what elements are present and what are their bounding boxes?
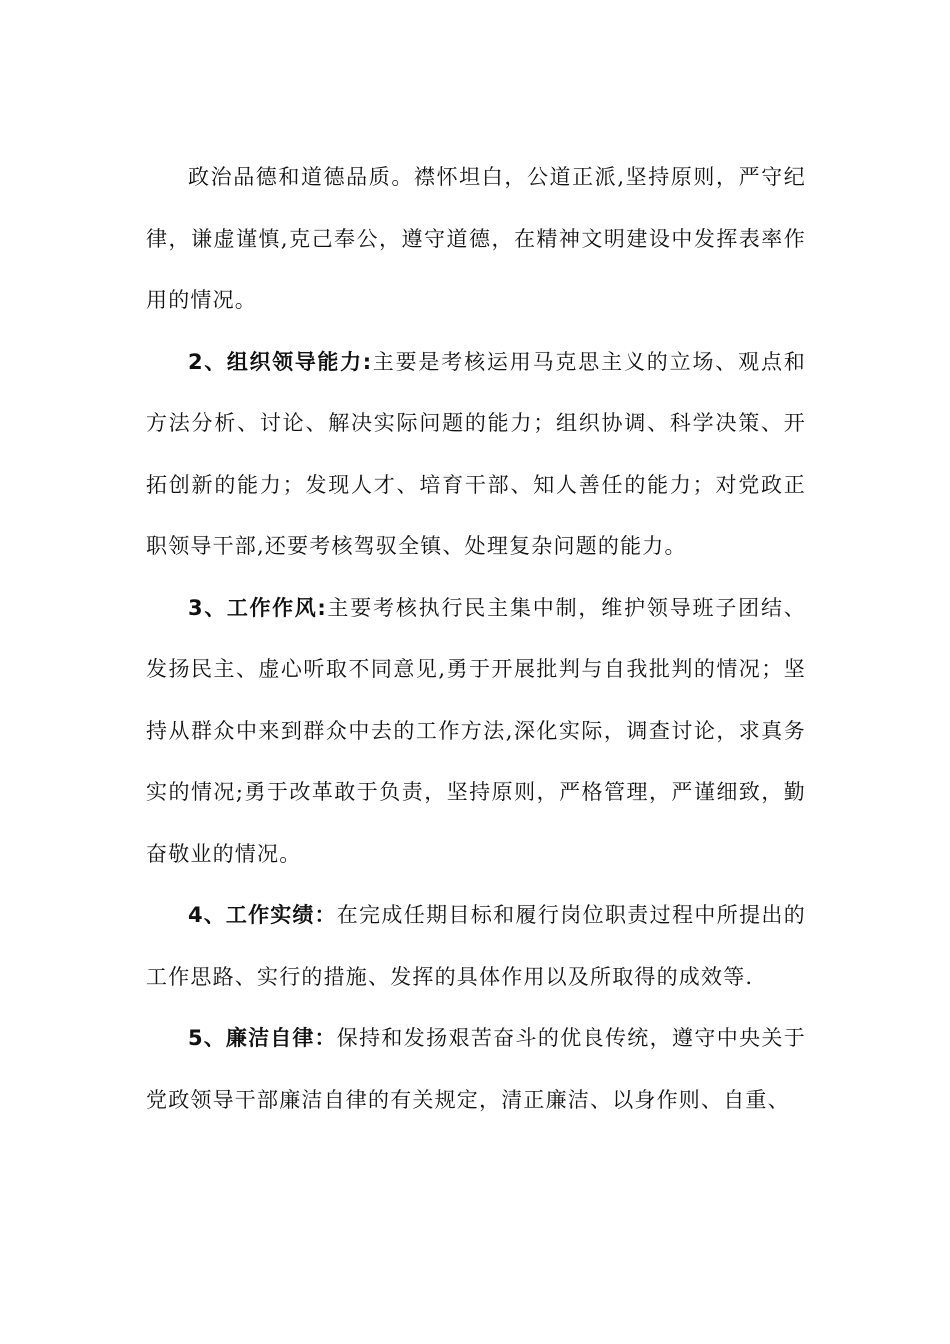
paragraph-text: 主要是考核运用马克思主义的立场、观点和方法分析、讨论、解决实际问题的能力；组织协调、科学决策、开拓创新的能力；发现人才、培育干部、知人善任的能力；对党政正职领导干部,还要考核驾驭全镇、处理复杂问题的能力。 — [146, 349, 806, 558]
paragraph-integrity — [146, 1008, 806, 1131]
paragraph-text: 政治品德和道德品质。襟怀坦白，公道正派,坚持原则，严守纪律，谦虚谨慎,克己奉公，遵守道德，在精神文明建设中发挥表率作用的情况。 — [146, 165, 806, 312]
section-heading: 3、工作作风: — [188, 595, 327, 620]
section-heading: 5、廉洁自律： — [188, 1026, 337, 1050]
paragraph-text: 保持和发扬艰苦奋斗的优良传统，遵守中央关于党政领导干部廉洁自律的有关规定，清正廉洁、以身作则、自重、 — [146, 1026, 806, 1112]
section-heading: 4、工作实绩： — [188, 903, 337, 927]
paragraph-work-performance — [146, 885, 806, 1008]
document-body — [146, 147, 806, 1131]
paragraph-leadership-ability — [146, 332, 806, 578]
section-heading: 2、组织领导能力: — [188, 349, 373, 374]
paragraph-text: 在完成任期目标和履行岗位职责过程中所提出的工作思路、实行的措施、发挥的具体作用以及所取得的成效等. — [146, 903, 806, 989]
paragraph-text: 主要考核执行民主集中制，维护领导班子团结、发扬民主、虚心听取不同意见,勇于开展批判与自我批判的情况；坚持从群众中来到群众中去的工作方法,深化实际，调查讨论，求真务实的情况;勇于改革敢于负责，坚持原则，严格管理，严谨细致，勤奋敬业的情况。 — [146, 595, 807, 866]
paragraph-political-morality — [146, 147, 806, 332]
paragraph-work-style — [146, 578, 806, 886]
